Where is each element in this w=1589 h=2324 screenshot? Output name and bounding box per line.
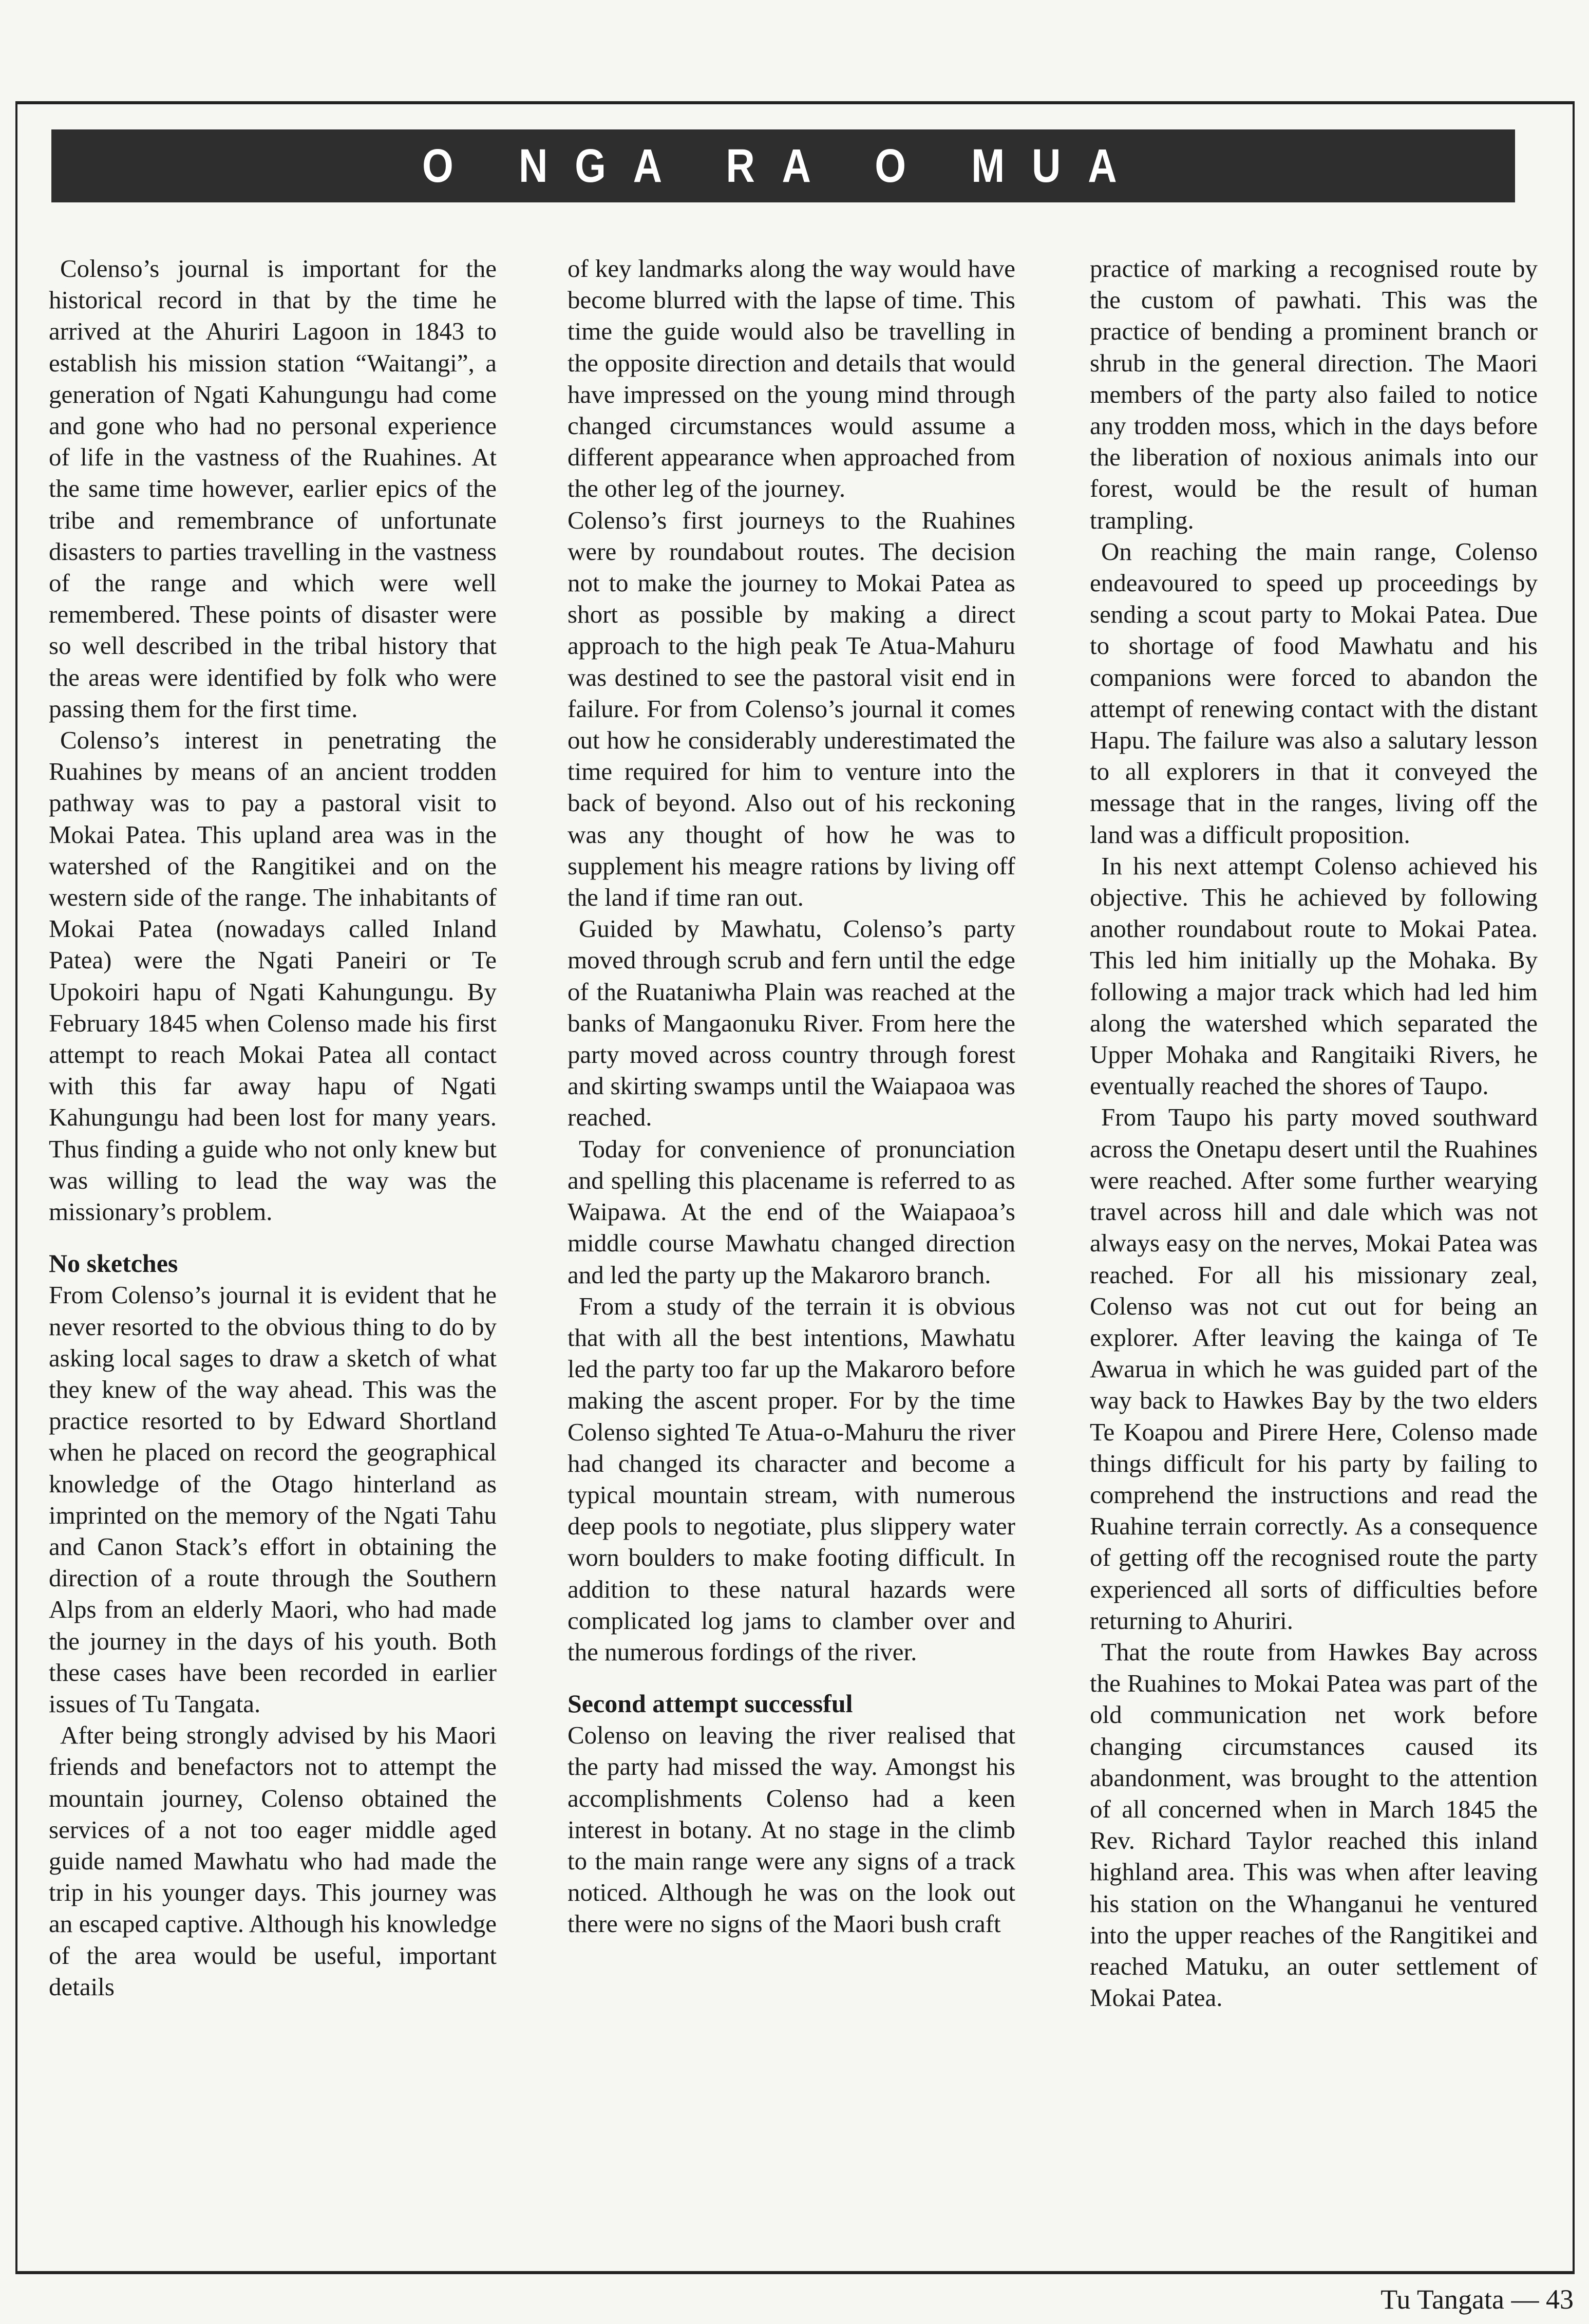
paragraph: From a study of the terrain it is obvious that with all the best intentions, Mawhatu led the party too far up the Makaroro before making the ascent proper. For by the time Colenso sighted Te Atua-o-Mahuru the river had changed its character and become a typical mountain stream, with numerous deep pools to negotiate, plus slippery water worn boulders to make footing difficult. In addition to these natural hazards were complicated log jams to clamber over and the numerous fordings of the river.	[568, 1291, 1015, 1666]
article-column-1	[49, 253, 497, 2002]
paragraph: That the route from Hawkes Bay across the Ruahines to Mokai Patea was part of the old communication net work before changing circumstances caused its abandonment, was brought to the attention of all concerned when in March 1845 the Rev. Richard Taylor reached this inland highland area. This was when after leaving his station on the Whanganui he ventured into the upper reaches of the Rangitikei and reached Matuku, an outer settlement of Mokai Patea.	[1090, 1637, 1538, 2012]
subheading: No sketches	[49, 1249, 178, 1278]
paragraph: From Taupo his party moved southward across the Onetapu desert until the Ruahines were reached. After some further wearying travel across hill and dale which was not always easy on the nerves, Mokai Patea was reached. For all his missionary zeal, Colenso was not cut out for being an explorer. After leaving the kainga of Te Awarua in which he was guided part of the way back to Hawkes Bay by the two elders Te Koapou and Pirere Here, Colenso made things difficult for his party by failing to comprehend the instructions and read the Ruahine terrain correctly. As a consequence of getting off the recognised route the party experienced all sorts of difficulties before returning to Ahuriri.	[1090, 1103, 1538, 1635]
section-title: O NGA RA O MUA	[422, 139, 1144, 192]
paragraph: Today for convenience of pronunciation and spelling this placename is referred to as Waipawa. At the end of the Waiapaoa’s middle course Mawhatu changed direction and led the party up the Makaroro branch.	[568, 1134, 1015, 1289]
paragraph: On reaching the main range, Colenso endeavoured to speed up proceedings by sending a scout party to Mokai Patea. Due to shortage of food Mawhatu and his companions were forced to abandon the attempt of renewing contact with the distant Hapu. The failure was also a salutary lesson to all explorers in that it conveyed the message that in the ranges, living off the land was a difficult proposition.	[1090, 537, 1538, 849]
page-footer: Tu Tangata — 43	[1380, 2284, 1574, 2315]
article-column-3	[1090, 253, 1538, 2013]
paragraph: practice of marking a recognised route by the custom of pawhati. This was the practice of bending a prominent branch or shrub in the general direction. The Maori members of the party also failed to notice any trodden moss, which in the days before the liberation of noxious animals into our forest, would be the result of human trampling.	[1090, 254, 1538, 534]
paragraph: After being strongly advised by his Maori friends and benefactors not to attempt the mountain journey, Colenso obtained the services of a not too eager middle aged guide named Mawhatu who had made the trip in his younger days. This journey was an escaped captive. Although his knowledge of the area would be useful, important details	[49, 1721, 497, 2001]
paragraph: Colenso’s journal is important for the historical record in that by the time he arrived at the Ahuriri Lagoon in 1843 to establish his mission station “Waitangi”, a generation of Ngati Kahungungu had come and gone who had no personal experience of life in the vastness of the Ruahines. At the same time however, earlier epics of the tribe and remembrance of unfortunate disasters to parties travelling in the vastness of the range and which were well remembered. These points of disaster were so well described in the tribal history that the areas were identified by folk who were passing them for the first time.	[49, 254, 497, 723]
section-title-banner	[51, 129, 1515, 202]
paragraph: From Colenso’s journal it is evident that he never resorted to the obvious thing to do by asking local sages to draw a sketch of what they knew of the way ahead. This was the practice resorted to by Edward Shortland when he placed on record the geographical knowledge of the Otago hinterland as imprinted on the memory of the Ngati Tahu and Canon Stack’s effort in obtaining the direction of a route through the Southern Alps from an elderly Maori, who had made the journey in the days of his youth. Both these cases have been recorded in earlier issues of Tu Tangata.	[49, 1281, 497, 1718]
paragraph: In his next attempt Colenso achieved his objective. This he achieved by following another roundabout route to Mokai Patea. This led him initially up the Mohaka. By following a major track which had led him along the watershed which separated the Upper Mohaka and Rangitaiki Rivers, he eventually reached the shores of Taupo.	[1090, 851, 1538, 1100]
paragraph: Guided by Mawhatu, Colenso’s party moved through scrub and fern until the edge of the Ruataniwha Plain was reached at the banks of Mangaonuku River. From here the party moved across country through forest and skirting swamps until the Waiapaoa was reached.	[568, 914, 1015, 1132]
paragraph: Colenso’s interest in penetrating the Ruahines by means of an ancient trodden pathway was to pay a pastoral visit to Mokai Patea. This upland area was in the watershed of the Rangitikei and on the western side of the range. The inhabitants of Mokai Patea (nowadays called Inland Patea) were the Ngati Paneiri or Te Upokoiri hapu of Ngati Kahungungu. By February 1845 when Colenso made his first attempt to reach Mokai Patea all contact with this far away hapu of Ngati Kahungungu had been lost for many years. Thus finding a guide who not only knew but was willing to lead the way was the missionary’s problem.	[49, 726, 497, 1226]
article-column-2	[568, 253, 1015, 1940]
paragraph: of key landmarks along the way would have become blurred with the lapse of time. This time the guide would also be travelling in the opposite direction and details that would have impressed on the young mind through changed circumstances would assume a different appearance when approached from the other leg of the journey.	[568, 254, 1015, 503]
subheading: Second attempt successful	[568, 1689, 853, 1718]
paragraph: Colenso’s first journeys to the Ruahines were by roundabout routes. The decision not to make the journey to Mokai Patea as short as possible by making a direct approach to the high peak Te Atua-Mahuru was destined to see the pastoral visit end in failure. For from Colenso’s journal it comes out how he considerably underestimated the time required for him to venture into the back of beyond. Also out of his reckoning was any thought of how he was to supplement his meagre rations by living off the land if time ran out.	[568, 505, 1015, 912]
paragraph: Colenso on leaving the river realised that the party had missed the way. Amongst his accomplishments Colenso had a keen interest in botany. At no stage in the climb to the main range were any signs of a track noticed. Although he was on the look out there were no signs of the Maori bush craft	[568, 1721, 1015, 1938]
